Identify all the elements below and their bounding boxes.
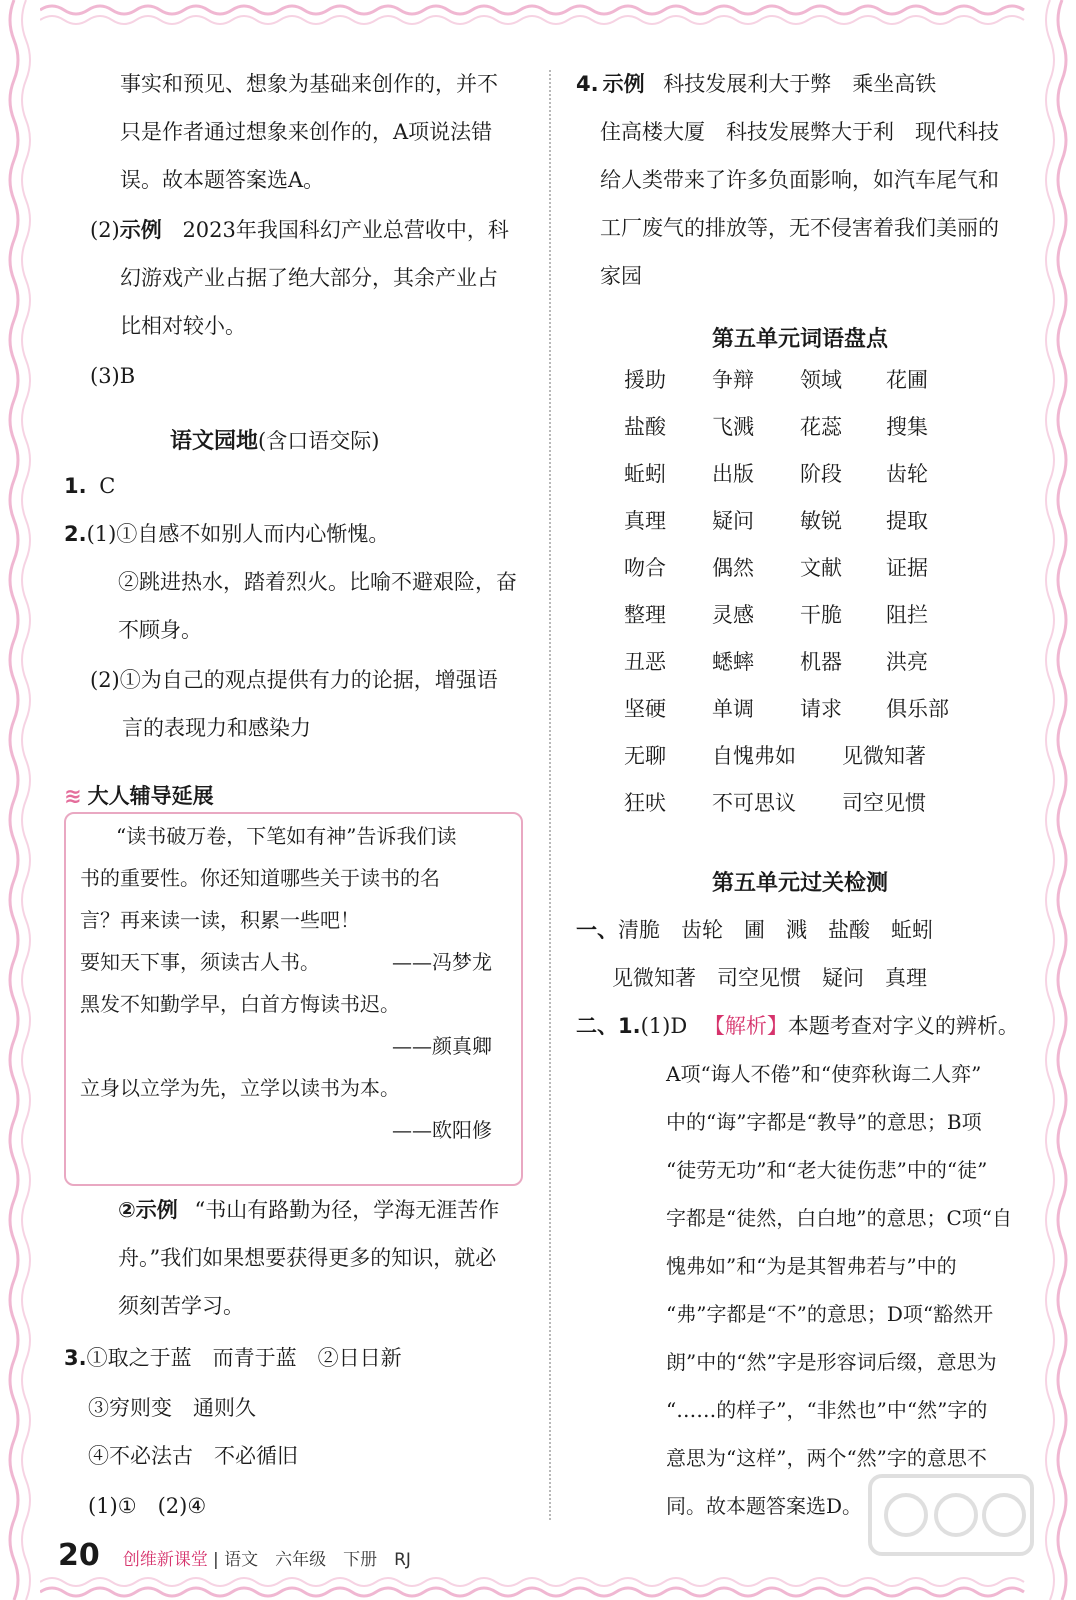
word-item: 盐酸 xyxy=(624,415,666,439)
word-item: 偶然 xyxy=(712,556,754,580)
word-item: 狂吠 xyxy=(624,791,666,815)
tutoring-box-title xyxy=(64,780,222,810)
text-line: 不顾身。 xyxy=(118,618,202,642)
answer-number: (2) xyxy=(90,218,120,242)
word-item: 花蕊 xyxy=(800,415,842,439)
text-line: 幻游戏产业占据了绝大部分，其余产业占 xyxy=(120,266,498,290)
word-item: 真理 xyxy=(624,509,666,533)
word-item: 机器 xyxy=(800,650,842,674)
question-number: 4. xyxy=(576,72,599,96)
word-item: 蟋蟀 xyxy=(712,650,754,674)
text-line: 工厂废气的排放等，无不侵害着我们美丽的 xyxy=(600,216,999,240)
answer-3: (3)B xyxy=(90,364,136,388)
word-item: 蚯蚓 xyxy=(624,462,666,486)
text-line: 家园 xyxy=(600,264,642,288)
example-tag: 示例 xyxy=(602,72,645,96)
text-line: 意思为“这样”，两个“然”字的意思不 xyxy=(666,1446,987,1470)
quote-author: ——冯梦龙 xyxy=(392,950,492,974)
text-line: ③穷则变 通则久 xyxy=(88,1396,256,1420)
word-item: 齿轮 xyxy=(886,462,928,486)
text-line: 见微知著 司空见惯 疑问 真理 xyxy=(612,966,927,990)
page-footer xyxy=(58,1538,411,1573)
decorative-border-left xyxy=(0,0,40,1600)
answer-2 xyxy=(64,520,389,548)
example-tag: ②示例 xyxy=(118,1198,178,1222)
question-number: 1. xyxy=(64,474,87,498)
text-line: 言？再来读一读，积累一些吧！ xyxy=(80,908,360,932)
box-title-text: 大人辅导延展 xyxy=(87,784,214,808)
question-number: 一、 xyxy=(576,918,618,942)
text-line: (1)①自感不如别人而内心惭愧。 xyxy=(86,522,390,546)
test-answer-1 xyxy=(576,916,933,944)
word-item: 领域 xyxy=(800,368,842,392)
word-item: 阻拦 xyxy=(886,603,928,627)
answer-text: C xyxy=(99,474,116,498)
answer-3-line xyxy=(64,1344,402,1372)
text-line: 事实和预见、想象为基础来创作的，并不 xyxy=(120,72,498,96)
book-info: | 语文 六年级 下册 RJ xyxy=(212,1550,411,1570)
text-line: 只是作者通过想象来创作的，A项说法错 xyxy=(120,120,493,144)
waves-icon: ≋ xyxy=(64,784,82,808)
text-line: 住高楼大厦 科技发展弊大于利 现代科技 xyxy=(600,120,999,144)
book-info-text: 语文 六年级 下册 RJ xyxy=(224,1550,411,1570)
word-item: 坚硬 xyxy=(624,697,666,721)
word-item: 灵感 xyxy=(712,603,754,627)
question-number: 二、1. xyxy=(576,1014,641,1038)
text-line: 言的表现力和感染力 xyxy=(122,716,311,740)
series-name: 创维新课堂 xyxy=(122,1550,208,1570)
question-number: 2. xyxy=(64,522,87,546)
text-line: 科技发展利大于弊 乘坐高铁 xyxy=(663,72,937,96)
text-line: 清脆 齿轮 圃 溅 盐酸 蚯蚓 xyxy=(618,918,933,942)
analysis-tag: 【解析】 xyxy=(703,1014,788,1038)
text-line: 同。故本题答案选D。 xyxy=(666,1494,863,1518)
word-item: 援助 xyxy=(624,368,666,392)
word-item: 不可思议 xyxy=(712,791,796,815)
page-number: 20 xyxy=(58,1538,100,1573)
word-item: 敏锐 xyxy=(800,509,842,533)
text-line: ①取之于蓝 而青于蓝 ②日日新 xyxy=(86,1346,402,1370)
text-line: ④不必法古 不必循旧 xyxy=(88,1444,298,1468)
text-line: 2023年我国科幻产业总营收中，科 xyxy=(182,218,509,242)
text-line: 本题考查对字义的辨析。 xyxy=(787,1014,1019,1038)
text-line: (2)①为自己的观点提供有力的论据，增强语 xyxy=(90,668,498,692)
column-divider xyxy=(549,70,551,1520)
word-item: 文献 xyxy=(800,556,842,580)
word-item: 吻合 xyxy=(624,556,666,580)
text-line: 朗”中的“然”字是形容词后缀，意思为 xyxy=(666,1350,997,1374)
word-item: 俱乐部 xyxy=(886,697,949,721)
word-item: 花圃 xyxy=(886,368,928,392)
answer-2-line xyxy=(90,216,509,244)
decorative-border-right xyxy=(1036,0,1076,1600)
question-number: 3. xyxy=(64,1346,87,1370)
test-answer-2 xyxy=(576,1012,1019,1040)
decorative-border-top xyxy=(40,0,1036,28)
word-item: 请求 xyxy=(800,697,842,721)
word-item: 搜集 xyxy=(886,415,928,439)
text-line: “……的样子”，“非然也”中“然”字的 xyxy=(666,1398,988,1422)
text-line: 比相对较小。 xyxy=(120,314,246,338)
text-line: ②跳进热水，踏着烈火。比喻不避艰险，奋 xyxy=(118,570,517,594)
answer-4 xyxy=(576,70,936,98)
quote-line: 黑发不知勤学早，白首方悔读书迟。 xyxy=(80,992,400,1016)
word-item: 飞溅 xyxy=(712,415,754,439)
quote-line: 要知天下事，须读古人书。 xyxy=(80,950,320,974)
word-item: 争辩 xyxy=(712,368,754,392)
text-line: “弗”字都是“不”的意思；D项“豁然开 xyxy=(666,1302,994,1326)
word-item: 司空见惯 xyxy=(842,791,926,815)
watermark-logo xyxy=(866,1470,1036,1560)
word-item: 阶段 xyxy=(800,462,842,486)
word-item: 整理 xyxy=(624,603,666,627)
text-line: “徒劳无功”和“老大徒伤悲”中的“徒” xyxy=(666,1158,988,1182)
section-heading-yuwen-yuandi xyxy=(170,424,379,455)
answer-1 xyxy=(64,472,115,500)
test-heading: 第五单元过关检测 xyxy=(712,871,889,896)
word-item: 见微知著 xyxy=(842,744,926,768)
word-item: 无聊 xyxy=(624,744,666,768)
word-item: 丑恶 xyxy=(624,650,666,674)
text-line: (1)① (2)④ xyxy=(88,1494,207,1518)
text-line: “读书破万卷，下笔如有神”告诉我们读 xyxy=(116,824,457,848)
section-title: 语文园地 xyxy=(170,429,259,454)
text-line: 须刻苦学习。 xyxy=(118,1294,244,1318)
words-heading: 第五单元词语盘点 xyxy=(712,327,889,352)
word-item: 出版 xyxy=(712,462,754,486)
text-line: 给人类带来了许多负面影响，如汽车尾气和 xyxy=(600,168,999,192)
text-line: 字都是“徒然，白白地”的意思；C项“自 xyxy=(666,1206,1012,1230)
text-line: “书山有路勤为径，学海无涯苦作 xyxy=(194,1198,500,1222)
word-item: 单调 xyxy=(712,697,754,721)
example-tag: 示例 xyxy=(119,218,162,242)
text-line: 误。故本题答案选A。 xyxy=(120,168,325,192)
quote-author: ——颜真卿 xyxy=(392,1034,492,1058)
text-line: 中的“诲”字都是“教导”的意思；B项 xyxy=(666,1110,982,1134)
decorative-border-bottom xyxy=(40,1572,1036,1600)
word-item: 提取 xyxy=(886,509,928,533)
answer-2-example xyxy=(118,1196,499,1224)
word-item: 疑问 xyxy=(712,509,754,533)
word-item: 洪亮 xyxy=(886,650,928,674)
quote-line: 立身以立学为先，立学以读书为本。 xyxy=(80,1076,400,1100)
text-line: 书的重要性。你还知道哪些关于读书的名 xyxy=(80,866,440,890)
word-item: 干脆 xyxy=(800,603,842,627)
answer-text: (1)D xyxy=(640,1014,688,1038)
text-line: 愧弗如”和“为是其智弗若与”中的 xyxy=(666,1254,957,1278)
section-subtitle: (含口语交际) xyxy=(258,429,380,453)
word-item: 证据 xyxy=(886,556,928,580)
quote-author: ——欧阳修 xyxy=(392,1118,492,1142)
text-line: 舟。”我们如果想要获得更多的知识，就必 xyxy=(118,1246,497,1270)
text-line: A项“诲人不倦”和“使弈秋诲二人弈” xyxy=(666,1062,982,1086)
word-item: 自愧弗如 xyxy=(712,744,796,768)
